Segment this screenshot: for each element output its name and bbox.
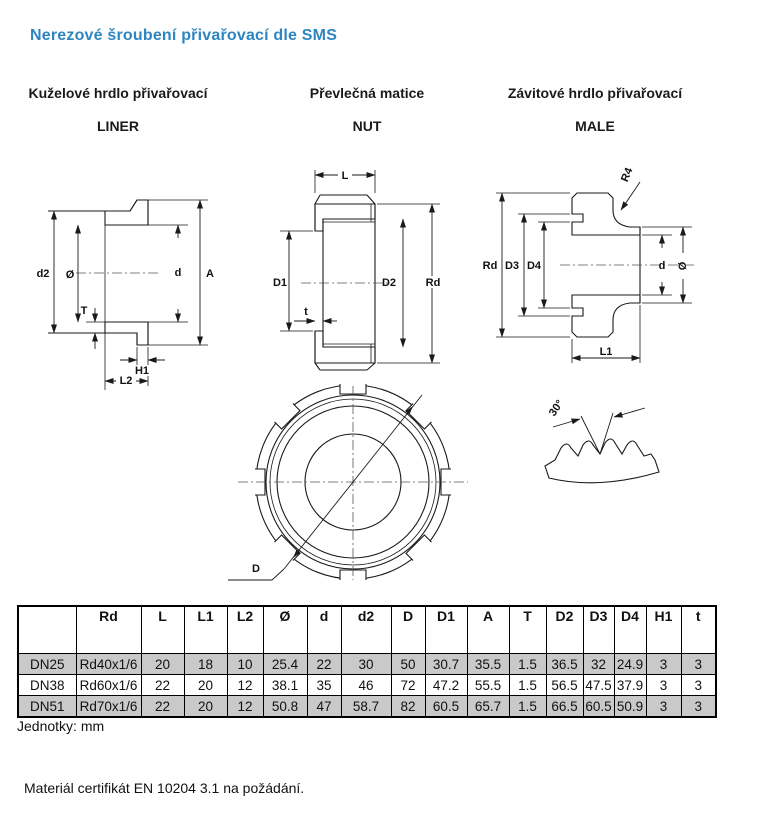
nut-label-D1: D1 [272, 277, 288, 289]
table-header-cell: Rd [76, 606, 141, 654]
table-header-cell: T [509, 606, 546, 654]
table-cell: 24.9 [614, 654, 646, 675]
male-label-d: d [658, 260, 666, 272]
liner-label-H1: H1 [134, 365, 150, 377]
table-cell: DN38 [18, 675, 76, 696]
table-cell: 30.7 [425, 654, 467, 675]
thread-angle-lines [581, 413, 613, 454]
nut-label-t: t [304, 306, 308, 318]
table-header-cell: D3 [583, 606, 614, 654]
table-cell: 50 [391, 654, 425, 675]
liner-hatch-top [105, 200, 148, 225]
table-cell: 32 [583, 654, 614, 675]
table-row-dn38 [18, 675, 716, 696]
table-header-cell: d2 [341, 606, 391, 654]
table-cell: 12 [227, 696, 263, 718]
nut-hatch-bottom [315, 331, 375, 363]
table-row-dn25 [18, 654, 716, 675]
table-header-cell: t [681, 606, 716, 654]
table-cell: 56.5 [546, 675, 583, 696]
table-cell: DN51 [18, 696, 76, 718]
table-cell: 36.5 [546, 654, 583, 675]
subheading-male: MALE [575, 118, 615, 134]
liner-outline [48, 200, 148, 345]
table-cell: 12 [227, 675, 263, 696]
male-label-D3: D3 [504, 260, 520, 272]
table-header-cell: D2 [546, 606, 583, 654]
male-label-dia: Ø [677, 261, 689, 271]
male-label-R4: R4 [619, 166, 636, 184]
male-label-D4: D4 [526, 260, 542, 272]
table-cell: 20 [184, 696, 227, 718]
nut-label-L: L [341, 170, 349, 182]
dimension-table [17, 605, 717, 718]
units-note: Jednotky: mm [17, 718, 105, 734]
thread-detail-drawing [533, 386, 673, 494]
table-cell: 66.5 [546, 696, 583, 718]
table-header-cell: Ø [263, 606, 307, 654]
table-header-cell: L [141, 606, 184, 654]
male-hatch-bottom [572, 295, 640, 337]
table-header-cell: D4 [614, 606, 646, 654]
heading-nut: Převlečná matice [309, 85, 425, 101]
table-cell: 50.9 [614, 696, 646, 718]
liner-label-d: d [174, 267, 182, 279]
table-cell: 3 [646, 696, 681, 718]
liner-label-dia: Ø [65, 269, 75, 281]
heading-male: Závitové hrdlo přivařovací [507, 85, 683, 101]
table-cell: 22 [141, 696, 184, 718]
nut-section-drawing [268, 156, 483, 388]
table-cell: 22 [141, 675, 184, 696]
table-row-dn51 [18, 696, 716, 718]
table-header-row [18, 606, 716, 654]
liner-label-L2: L2 [119, 375, 133, 387]
table-header-cell: d [307, 606, 341, 654]
male-label-Rd: Rd [482, 260, 498, 272]
nut-front-label-D: D [252, 563, 260, 575]
table-cell: 60.5 [583, 696, 614, 718]
table-cell: 46 [341, 675, 391, 696]
table-cell: Rd70x1/6 [76, 696, 141, 718]
table-cell: 47.2 [425, 675, 467, 696]
page-title: Nerezové šroubení přivařovací dle SMS [30, 27, 338, 44]
nut-label-Rd: Rd [425, 277, 441, 289]
liner-label-d2: d2 [36, 268, 50, 280]
table-cell: 10 [227, 654, 263, 675]
liner-label-T: T [80, 305, 88, 317]
table-cell: 3 [646, 675, 681, 696]
nut-label-D2: D2 [381, 277, 397, 289]
table-cell: 55.5 [467, 675, 509, 696]
material-note: Materiál certifikát EN 10204 3.1 na požádání. [24, 780, 305, 796]
subheading-liner: LINER [97, 118, 139, 134]
table-cell: DN25 [18, 654, 76, 675]
table-cell: 47 [307, 696, 341, 718]
table-cell: 35.5 [467, 654, 509, 675]
table-cell: 35 [307, 675, 341, 696]
table-cell: 50.8 [263, 696, 307, 718]
table-cell: 1.5 [509, 696, 546, 718]
subheading-nut: NUT [352, 118, 382, 134]
liner-hatch-bottom [105, 322, 148, 345]
table-cell: 38.1 [263, 675, 307, 696]
heading-liner: Kuželové hrdlo přivařovací [28, 85, 208, 101]
table-cell: 47.5 [583, 675, 614, 696]
male-section-drawing [480, 156, 760, 391]
table-cell: 58.7 [341, 696, 391, 718]
table-cell: 18 [184, 654, 227, 675]
male-hatch-top [572, 193, 640, 235]
table-cell: 1.5 [509, 654, 546, 675]
table-cell: Rd40x1/6 [76, 654, 141, 675]
table-cell: 1.5 [509, 675, 546, 696]
table-header-cell: L2 [227, 606, 263, 654]
table-cell: 3 [681, 675, 716, 696]
male-label-L1: L1 [599, 346, 613, 358]
table-cell: 3 [646, 654, 681, 675]
table-header-cell [18, 606, 76, 654]
table-cell: 20 [184, 675, 227, 696]
table-header-cell: L1 [184, 606, 227, 654]
table-cell: 25.4 [263, 654, 307, 675]
table-cell: 72 [391, 675, 425, 696]
table-header-cell: D1 [425, 606, 467, 654]
table-header-cell: H1 [646, 606, 681, 654]
thread-profile [545, 439, 659, 483]
table-header-cell: A [467, 606, 509, 654]
table-cell: 3 [681, 696, 716, 718]
table-cell: 20 [141, 654, 184, 675]
nut-hatch-top [315, 204, 375, 231]
table-cell: Rd60x1/6 [76, 675, 141, 696]
table-cell: 82 [391, 696, 425, 718]
nut-front-view-drawing [226, 384, 471, 600]
table-cell: 30 [341, 654, 391, 675]
table-cell: 37.9 [614, 675, 646, 696]
table-cell: 22 [307, 654, 341, 675]
liner-label-A: A [206, 268, 214, 280]
table-cell: 60.5 [425, 696, 467, 718]
table-header-cell: D [391, 606, 425, 654]
liner-section-drawing [18, 158, 238, 398]
table-cell: 65.7 [467, 696, 509, 718]
thread-label-angle: 30° [546, 398, 567, 419]
table-cell: 3 [681, 654, 716, 675]
